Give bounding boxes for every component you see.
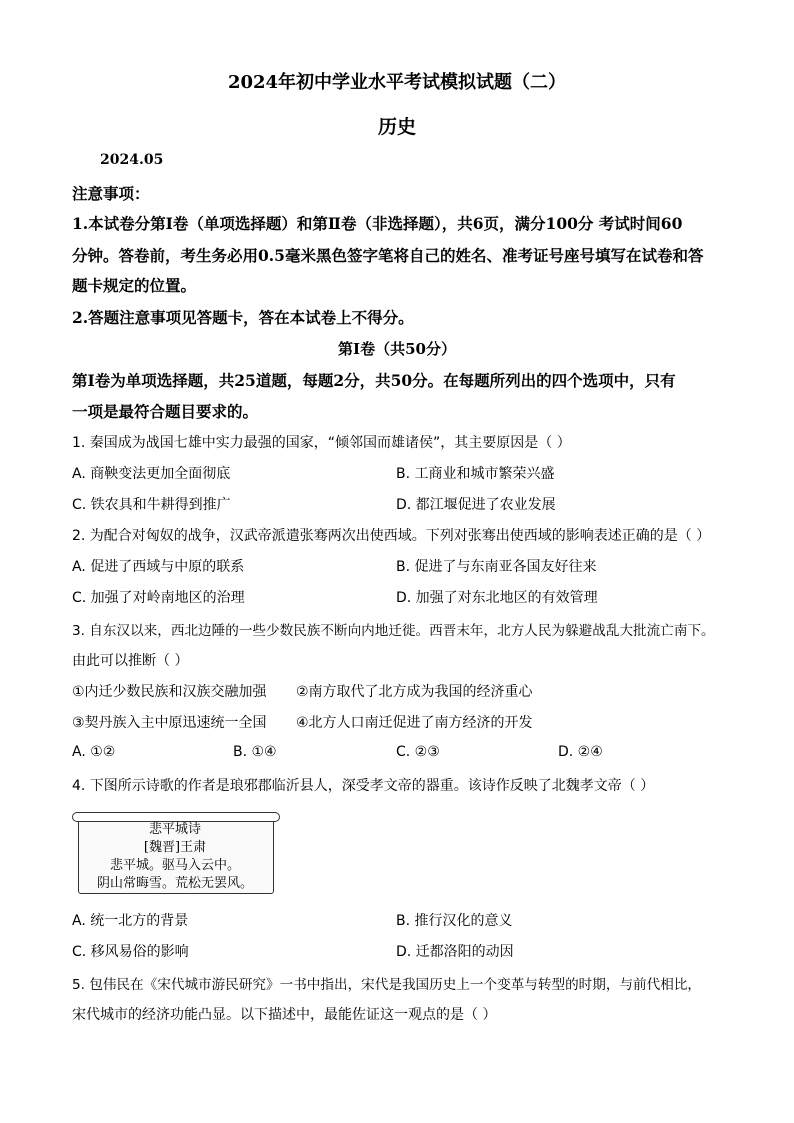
question-4-option-b: B. 推行汉化的意义 bbox=[396, 913, 513, 929]
question-3-option-b: B. ①④ bbox=[233, 744, 277, 760]
question-1-stem: 1. 秦国成为战国七雄中实力最强的国家，“倾邻国而雄诸侯”，其主要原因是（ ） bbox=[72, 435, 571, 451]
question-3-stem-2: 由此可以推断（ ） bbox=[72, 653, 189, 669]
section-intro-1: 第Ⅰ卷为单项选择题，共25道题，每题2分，共50分。在每题所列出的四个选项中，只有 bbox=[72, 371, 676, 390]
question-4-option-d: D. 迁都洛阳的动因 bbox=[396, 944, 514, 960]
poem-scroll-image bbox=[72, 812, 278, 894]
section-intro-2: 一项是最符合题目要求的。 bbox=[72, 402, 259, 421]
question-3-statement-1: ①内迁少数民族和汉族交融加强 bbox=[72, 684, 267, 700]
question-4-option-a: A. 统一北方的背景 bbox=[72, 913, 189, 929]
question-1-option-d: D. 都江堰促进了农业发展 bbox=[396, 497, 556, 513]
notes-line-4: 2.答题注意事项见答题卡，答在本试卷上不得分。 bbox=[72, 308, 414, 327]
question-4-option-c: C. 移风易俗的影响 bbox=[72, 944, 189, 960]
notes-line-1: 1.本试卷分第Ⅰ卷（单项选择题）和第Ⅱ卷（非选择题），共6页，满分100分 考试时间60 bbox=[72, 214, 683, 233]
question-5-stem-2: 宋代城市的经济功能凸显。以下描述中，最能佐证这一观点的是（ ） bbox=[72, 1007, 497, 1023]
poem-line-1: 悲平城。驱马入云中。 bbox=[109, 858, 240, 873]
question-2-option-d: D. 加强了对东北地区的有效管理 bbox=[396, 590, 598, 606]
notes-heading: 注意事项： bbox=[72, 184, 150, 203]
notes-line-3: 题卡规定的位置。 bbox=[72, 276, 197, 295]
exam-title: 2024年初中学业水平考试模拟试题（二） bbox=[227, 72, 567, 93]
notes-line-2: 分钟。答卷前，考生务必用0.5毫米黑色签字笔将自己的姓名、准考证号座号填写在试卷和答 bbox=[72, 246, 704, 265]
exam-date: 2024.05 bbox=[100, 152, 164, 168]
question-2-option-b: B. 促进了与东南亚各国友好往来 bbox=[396, 559, 597, 575]
question-3-option-d: D. ②④ bbox=[558, 744, 603, 760]
subject-title: 历史 bbox=[377, 116, 416, 138]
question-4-stem: 4. 下图所示诗歌的作者是琅邪郡临沂县人，深受孝文帝的器重。该诗作反映了北魏孝文帝（ ） bbox=[72, 778, 655, 794]
question-5-stem-1: 5. 包伟民在《宋代城市游民研究》一书中指出，宋代是我国历史上一个变革与转型的时期，与前代相比， bbox=[72, 977, 702, 993]
question-3-stem-1: 3. 自东汉以来，西北边陲的一些少数民族不断向内地迁徙。西晋末年，北方人民为躲避战乱大批流亡南下。 bbox=[72, 623, 715, 639]
question-3-statement-2: ②南方取代了北方成为我国的经济重心 bbox=[296, 684, 533, 700]
poem-title: 悲平城诗 bbox=[148, 822, 201, 837]
question-1-option-c: C. 铁农具和牛耕得到推广 bbox=[72, 497, 231, 513]
section-title: 第Ⅰ卷（共50分） bbox=[338, 340, 456, 358]
question-3-option-a: A. ①② bbox=[72, 744, 116, 760]
question-1-option-b: B. 工商业和城市繁荣兴盛 bbox=[396, 466, 555, 482]
question-3-statement-4: ④北方人口南迁促进了南方经济的开发 bbox=[296, 715, 533, 731]
question-3-option-c: C. ②③ bbox=[396, 744, 440, 760]
question-3-statement-3: ③契丹族入主中原迅速统一全国 bbox=[72, 715, 267, 731]
poem-line-2: 阴山常晦雪。荒松无罢风。 bbox=[96, 876, 253, 891]
question-1-option-a: A. 商鞅变法更加全面彻底 bbox=[72, 466, 231, 482]
poem-author: [魏晋]王肃 bbox=[143, 840, 207, 855]
question-2-option-a: A. 促进了西域与中原的联系 bbox=[72, 559, 245, 575]
question-2-option-c: C. 加强了对岭南地区的治理 bbox=[72, 590, 245, 606]
question-2-stem: 2. 为配合对匈奴的战争，汉武帝派遣张骞两次出使西域。下列对张骞出使西域的影响表述正确的是（ ） bbox=[72, 528, 711, 544]
